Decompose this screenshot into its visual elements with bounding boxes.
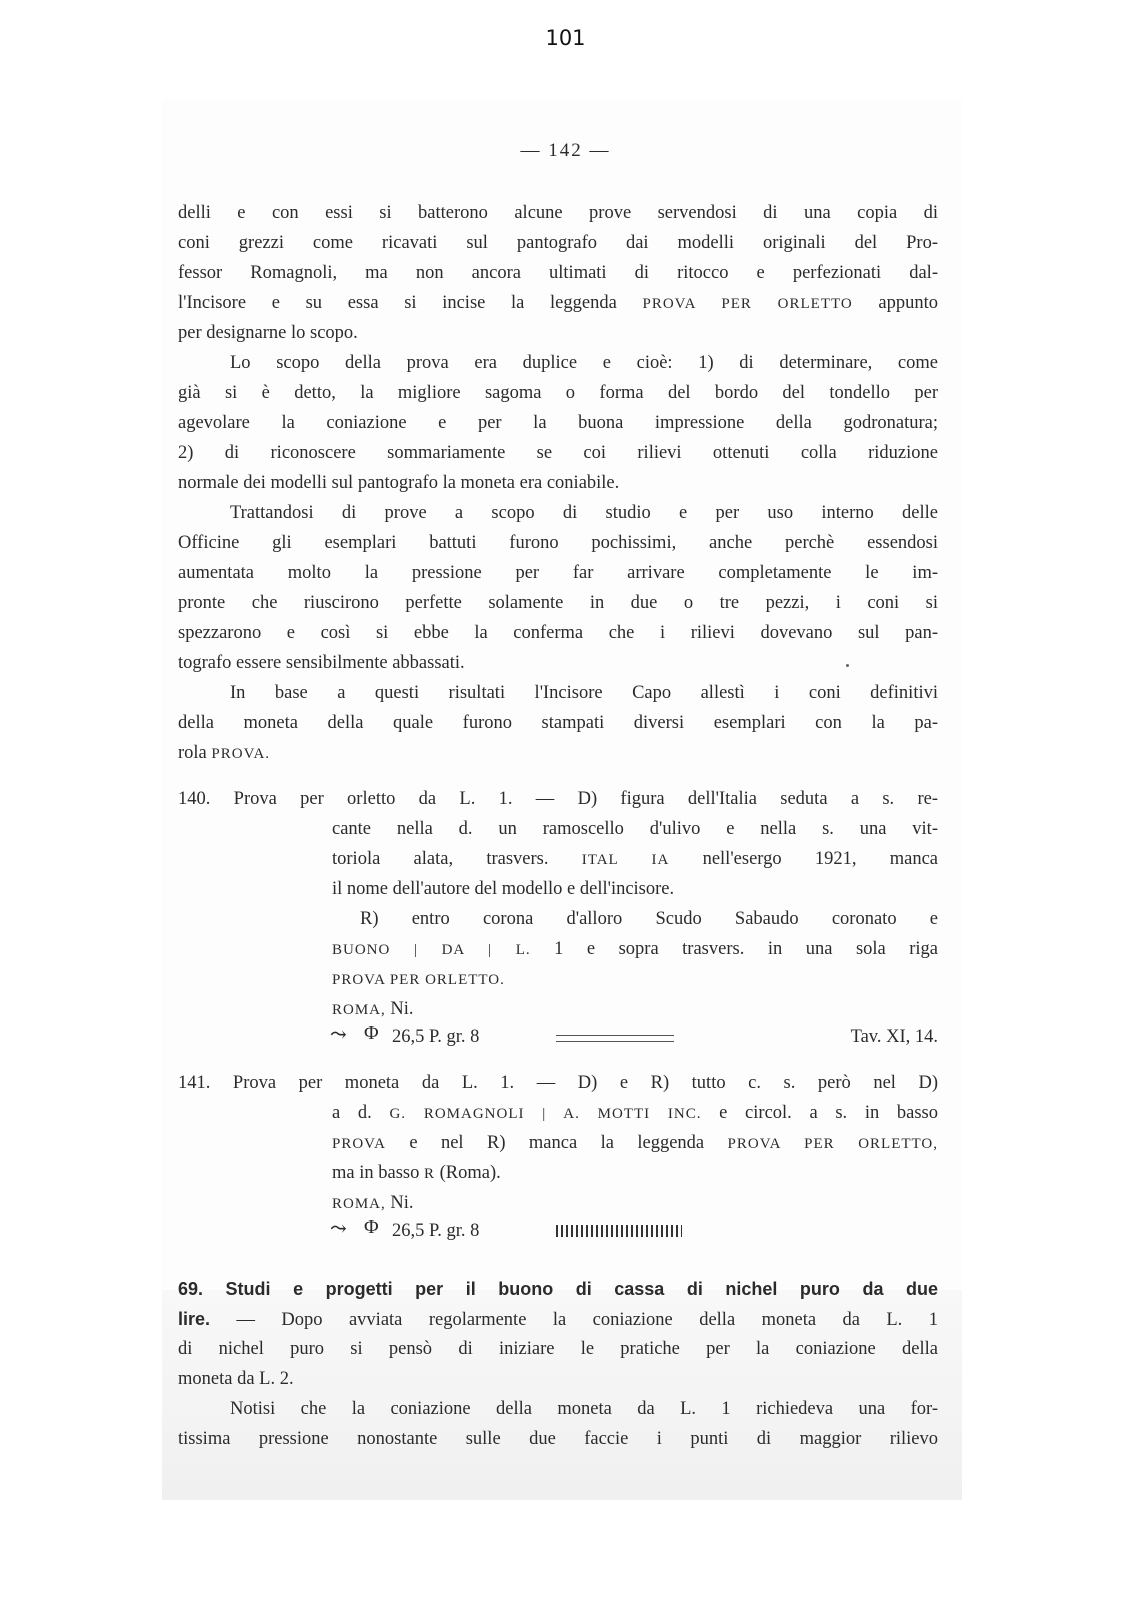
mint-text: ROMA, <box>332 1196 386 1212</box>
text-line: Officine gli esemplari battuti furono pochissimi, anche perchè essendosi <box>178 533 938 553</box>
text-line <box>332 844 938 874</box>
legend-text: PROVA PER ORLETTO. <box>332 972 505 988</box>
text-line <box>332 1188 938 1218</box>
metal-text: Ni. <box>390 1193 414 1213</box>
legend-text: PROVA PER ORLETTO, <box>727 1136 939 1152</box>
diameter-phi-icon: Φ <box>364 1216 379 1238</box>
metal-text: Ni. <box>390 999 414 1019</box>
text-line <box>332 1158 938 1188</box>
spec-text: 26,5 P. gr. 8 <box>392 1027 480 1047</box>
text-line: cante nella d. un ramoscello d'ulivo e nella s. una vit- <box>332 819 938 839</box>
text-line <box>178 1304 938 1334</box>
text-line: Trattandosi di prove a scopo di studio e per uso interno delle <box>230 503 938 523</box>
curly-arrow-icon: ⤳ <box>330 1024 347 1046</box>
text-line: tissima pressione nonostante sulle due faccie i punti di maggior rilievo <box>178 1429 938 1449</box>
catalog-entry-141-lead: 141. Prova per moneta da L. 1. — D) e R) tutto c. s. però nel D) <box>178 1073 938 1093</box>
text-line <box>178 738 938 768</box>
text-segment: (Roma). <box>439 1163 501 1183</box>
text-segment: e nel R) manca la leggenda <box>409 1133 705 1153</box>
text-line: della moneta della quale furono stampati diversi esemplari con la pa- <box>178 713 938 733</box>
text-segment: nell'esergo 1921, manca <box>702 849 938 869</box>
text-line: di nichel puro si pensò di iniziare le pratiche per la coniazione della <box>178 1339 938 1359</box>
pdf-page-number: 101 <box>545 26 586 50</box>
legend-text: PROVA PER ORLETTO <box>642 296 853 312</box>
text-segment: — Dopo avviata regolarmente la coniazione della moneta da L. 1 <box>236 1310 938 1330</box>
text-line: tografo essere sensibilmente abbassati. <box>178 653 465 673</box>
text-line: 2) di riconoscere sommariamente se coi rilievi ottenuti colla riduzione <box>178 443 938 463</box>
text-segment: 1 e sopra trasvers. in una sola riga <box>554 939 939 959</box>
text-line: delli e con essi si batterono alcune prove servendosi di una copia di <box>178 203 938 223</box>
text-segment: rola <box>178 743 207 763</box>
text-segment: e circol. a s. in basso <box>719 1103 939 1123</box>
section-heading-text: lire. <box>178 1309 211 1329</box>
text-segment: a d. <box>332 1103 372 1123</box>
book-page-number: — 142 — <box>520 140 611 161</box>
text-line <box>332 1128 938 1158</box>
plate-reference: Tav. XI, 14. <box>850 1027 938 1047</box>
edge-milled-rule <box>556 1225 682 1237</box>
text-segment: appunto <box>878 293 939 313</box>
text-segment: l'Incisore e su essa si incise la leggenda <box>178 293 617 313</box>
text-line: spezzarono e così si ebbe la conferma che i rilievi dovevano sul pan- <box>178 623 938 643</box>
diameter-phi-icon: Φ <box>364 1022 379 1044</box>
text-line: agevolare la coniazione e per la buona impressione della godronatura; <box>178 413 938 433</box>
legend-text: PROVA <box>332 1136 386 1152</box>
text-line: per designarne lo scopo. <box>178 323 358 343</box>
text-line: Lo scopo della prova era duplice e cioè: 1) di determinare, come <box>230 353 938 373</box>
spec-text: 26,5 P. gr. 8 <box>392 1221 480 1241</box>
legend-text: PROVA. <box>211 746 271 762</box>
text-line: già si è detto, la migliore sagoma o forma del bordo del tondello per <box>178 383 938 403</box>
legend-text: ITAL IA <box>581 852 670 868</box>
text-line: pronte che riuscirono perfette solamente in due o tre pezzi, i coni si <box>178 593 938 613</box>
text-line <box>332 964 938 994</box>
section-heading-text: 69. Studi e progetti per il buono di cassa di nichel puro da due <box>178 1279 938 1299</box>
text-line: normale dei modelli sul pantografo la moneta era coniabile. <box>178 473 620 493</box>
text-segment: ma in basso <box>332 1163 420 1183</box>
legend-text: R <box>423 1166 435 1182</box>
text-line: R) entro corona d'alloro Scudo Sabaudo coronato e <box>360 909 938 929</box>
legend-text: G. ROMAGNOLI | A. MOTTI INC. <box>389 1106 702 1122</box>
text-line: Notisi che la coniazione della moneta da L. 1 richiedeva una for- <box>230 1399 938 1419</box>
text-line <box>332 934 938 964</box>
text-line <box>178 288 938 318</box>
text-line: il nome dell'autore del modello e dell'incisore. <box>332 879 675 899</box>
text-segment: toriola alata, trasvers. <box>332 849 549 869</box>
text-line <box>332 994 938 1024</box>
text-line: In base a questi risultati l'Incisore Capo allestì i coni definitivi <box>230 683 938 703</box>
text-line: coni grezzi come ricavati sul pantografo dai modelli originali del Pro- <box>178 233 938 253</box>
scan-speck <box>846 664 849 667</box>
text-line <box>332 1098 938 1128</box>
text-line: moneta da L. 2. <box>178 1369 294 1389</box>
catalog-entry-140-lead: 140. Prova per orletto da L. 1. — D) figura dell'Italia seduta a s. re- <box>178 789 938 809</box>
mint-text: ROMA, <box>332 1002 386 1018</box>
edge-plain-rule <box>556 1035 674 1042</box>
curly-arrow-icon: ⤳ <box>330 1218 347 1240</box>
text-line: fessor Romagnoli, ma non ancora ultimati di ritocco e perfezionati dal- <box>178 263 938 283</box>
legend-text: BUONO | DA | L. <box>332 942 531 958</box>
text-line: aumentata molto la pressione per far arrivare completamente le im- <box>178 563 938 583</box>
section-heading <box>178 1274 938 1304</box>
